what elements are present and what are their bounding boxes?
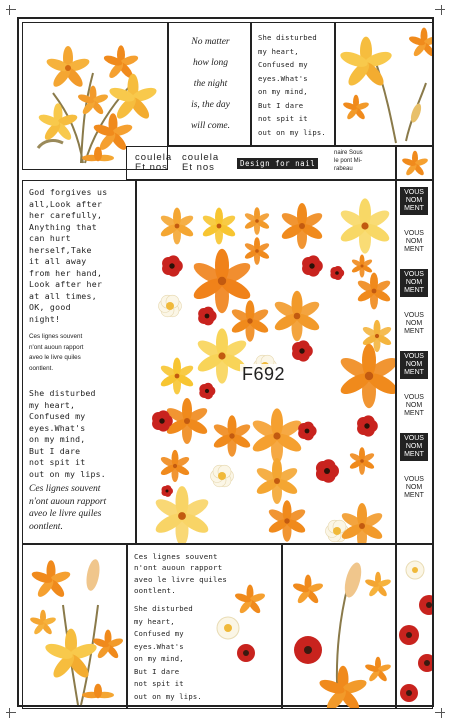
god-forgives-line: can hurt [29,233,71,243]
god-forgives-line: herself,Take [29,244,92,255]
lily-stem-illustration [336,23,433,146]
french-small-line: oontlent. [29,364,54,372]
heart-line: not spit it [134,679,184,688]
heart-line: Confused my [134,629,184,638]
lily-bouquet-illustration [23,545,127,709]
god-forgives-line: at all times, [29,290,97,301]
crop-mark [6,712,16,713]
poem-line: will come. [190,121,231,131]
poem-line: not spit it [258,114,308,123]
heart-line: on my mind, [29,434,86,444]
god-forgives-line: from her hand, [29,267,103,278]
french-italic-line: n'ont auoun rapport [29,495,107,507]
poem-line: eyes.What's [258,73,308,83]
brand-small-line: naire Sous [334,150,363,156]
poem-line: on my mind, [258,87,308,96]
right-tags-column [396,180,433,544]
heart-line: not spit it [29,457,86,467]
poem-line: But I dare [258,100,304,110]
poppy-sticker [292,340,313,361]
lily-sticker [159,450,190,482]
crop-mark [441,708,442,718]
poem-line: how long [192,58,229,68]
brand-name: coulela [135,152,173,163]
crop-mark [6,9,16,10]
lily-sticker [338,198,392,253]
heart-line: But I dare [134,666,180,676]
lily-sticker [159,358,195,395]
design-for-nail-banner: Design for nail [237,158,318,169]
brand-strip [126,146,396,180]
poem-line: is, the day [191,100,230,110]
lily-sticker [153,486,211,544]
poem-italic-panel [168,22,251,146]
french-line: Ces lignes souvent [134,552,218,561]
god-forgives-line: her carefully, [29,210,103,220]
poppy-sticker [316,459,339,483]
bottom-text-panel [127,544,282,709]
poppy-sticker [198,307,216,326]
heart-line: out on my lips. [134,691,202,701]
heart-line: But I dare [29,445,81,456]
poem-heart-top-panel [251,22,335,146]
heart-line: eyes.What's [134,641,184,651]
poppy-sticker [161,485,173,497]
lily-sticker [340,503,385,544]
lily-sticker [272,291,321,342]
crop-mark [9,708,10,718]
lily-art-bottom-left [22,544,127,709]
poppy-sticker [298,422,316,441]
lily-sticker [280,203,325,249]
poem-line: my heart, [258,46,299,56]
poem-line: She disturbed [258,33,317,42]
lily-stem-illustration [283,545,396,709]
lily-art-small-right [396,146,433,180]
heart-line: eyes.What's [29,422,86,433]
lily-sticker [255,458,300,504]
lily-sticker [250,408,304,463]
vous-nom-ment-tag: VOUS NOM MENT [404,230,424,253]
heart-line: out on my lips. [29,468,106,479]
vous-nom-ment-tag: VOUS NOM MENT [400,187,428,215]
god-forgives-line: all,Look after [29,198,103,209]
white-flower-sticker [159,295,182,317]
poppy-sticker [199,383,215,399]
poppy-art-bottom-right [396,544,433,709]
french-small-line: aveo le livre quiles [29,354,81,361]
lily-art-bottom-right [282,544,396,709]
poppy-sticker [330,266,344,280]
crop-mark [441,5,442,15]
poem-line: Confused my [258,60,308,69]
french-line: n'ont auoun rapport [134,563,223,573]
poem-line: the night [193,79,228,89]
product-code: F692 [242,364,286,384]
brand-name: Et nos [182,162,215,173]
crop-mark [435,9,445,10]
heart-line: my heart, [29,399,76,410]
vous-nom-ment-tag: VOUS NOM MENT [400,351,428,379]
lily-sticker [230,300,270,341]
brand-small-line: rabeau [334,166,353,172]
sticker-sheet [17,17,434,707]
heart-line: She disturbed [134,604,193,613]
lily-sticker [356,273,392,310]
french-small-line: n'ont auoun rapport [29,343,84,351]
french-italic-line: aveo le livre quiles [29,508,102,519]
god-forgives-line: OK, good [29,302,71,312]
poppy-sticker [357,415,378,436]
central-flower-panel [136,180,396,544]
lily-sticker [212,415,252,456]
god-forgives-line: night! [29,313,61,324]
heart-line: my heart, [134,616,175,626]
poppy-sticker [302,255,323,276]
lily-sticker [191,249,254,313]
lily-sticker [349,447,376,475]
god-forgives-line: Look after her [29,279,103,289]
lily-art-top-right [335,22,433,146]
poppy-column-illustration [397,545,433,709]
vous-nom-ment-tag: VOUS NOM MENT [404,394,424,417]
lily-sticker [338,344,396,408]
lily-sticker [351,255,373,278]
poem-line: No matter [191,37,230,47]
lily-sticker [244,237,271,265]
french-small-line: Ces lignes souvent [29,333,83,340]
french-italic-line: oontlent. [29,520,63,532]
lily-small-icon [397,147,433,180]
left-text-column [22,180,136,544]
lily-sticker [159,208,195,245]
brand-small-line: le pont Mi- [334,158,363,164]
brand-name: Et nos [135,162,168,173]
lily-sticker [267,500,307,541]
french-italic-line: Ces lignes souvent [29,483,101,494]
bottom-panel-flowers [128,545,282,709]
brand-name: coulela [182,152,220,163]
white-flower-sticker [211,465,234,487]
heart-line: She disturbed [29,388,96,398]
vous-nom-ment-tag: VOUS NOM MENT [404,476,424,499]
vous-nom-ment-tag: VOUS NOM MENT [400,433,428,461]
vous-nom-ment-tag: VOUS NOM MENT [400,269,428,297]
heart-line: on my mind, [134,654,184,663]
french-line: oontlent. [134,585,176,595]
heart-line: Confused my [29,411,86,421]
vous-nom-ment-tag: VOUS NOM MENT [404,312,424,335]
god-forgives-line: God forgives us [29,187,108,197]
lily-sticker [201,208,237,245]
god-forgives-line: it all away [29,256,87,266]
flower-sticker-field [137,181,396,544]
poppy-sticker [162,255,183,276]
lily-sticker [244,207,271,235]
poem-line: out on my lips. [258,127,326,137]
french-line: aveo le livre quiles [134,574,227,584]
god-forgives-line: Anything that [29,221,97,232]
crop-mark [435,712,445,713]
crop-mark [9,5,10,15]
